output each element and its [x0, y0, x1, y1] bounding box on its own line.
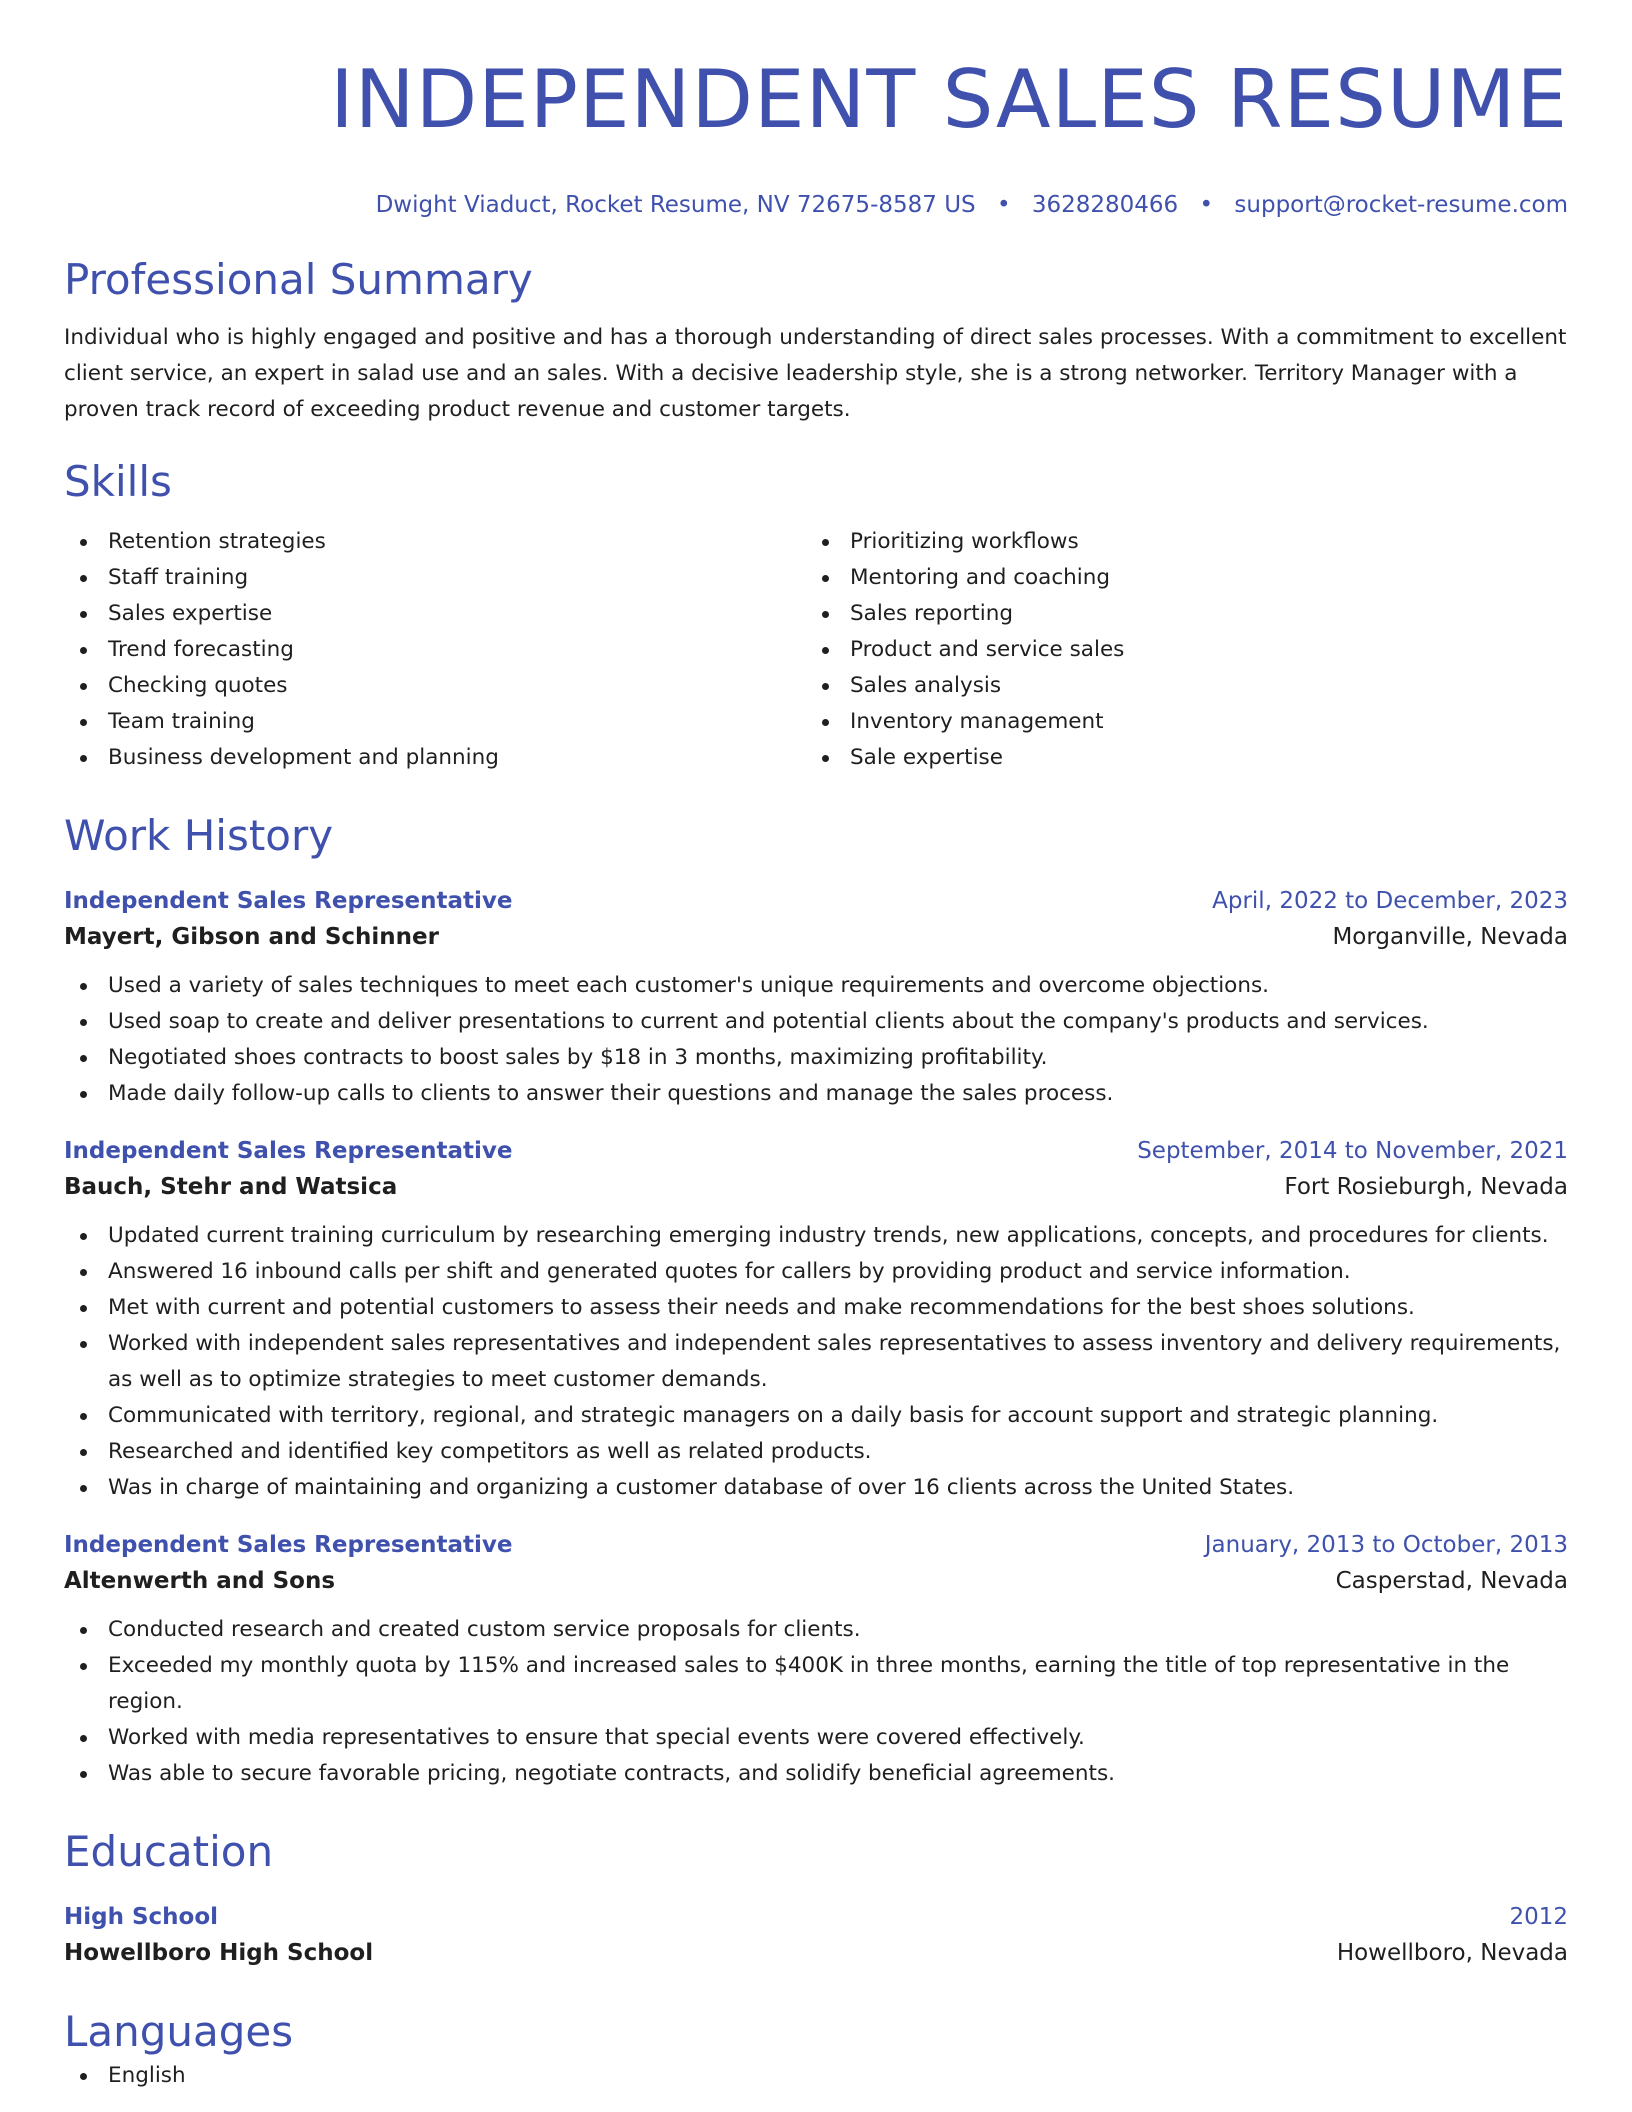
- skills-list-left: [64, 524, 806, 776]
- job-duty-item: Updated current training curriculum by researching emerging industry trends, new applications, concepts, and procedures for clients.: [64, 1218, 1568, 1254]
- job-duty-item: Exceeded my monthly quota by 115% and increased sales to $400K in three months, earning the title of top representative in the region.: [64, 1648, 1568, 1720]
- job-duty-item: Worked with independent sales representatives and independent sales representatives to assess inventory and delivery requirements, as well as to optimize strategies to meet customer demands.: [64, 1326, 1568, 1398]
- skills-list-right: [806, 524, 1548, 776]
- job-company-row: [64, 918, 1568, 956]
- job-location: Casperstad, Nevada: [1335, 1568, 1568, 1594]
- skill-item: Trend forecasting: [64, 632, 806, 668]
- job-duty-item: Was in charge of maintaining and organizing a customer database of over 16 clients across the United States.: [64, 1470, 1568, 1506]
- skill-item: Staff training: [64, 560, 806, 596]
- resume-header: [64, 0, 1568, 220]
- job-header-row: [64, 884, 1568, 918]
- education-year: 2012: [1509, 1904, 1568, 1930]
- languages-heading: Languages: [64, 2007, 294, 2056]
- job-company-row: [64, 1168, 1568, 1206]
- job-role: Independent Sales Representative: [64, 1138, 513, 1164]
- work-history-section: [64, 810, 1568, 1792]
- job-duty-item: Made daily follow-up calls to clients to answer their questions and manage the sales process.: [64, 1076, 1568, 1112]
- education-school: Howellboro High School: [64, 1940, 374, 1966]
- languages-list: [64, 2058, 1568, 2094]
- resume-title: INDEPENDENT SALES RESUME: [330, 53, 1568, 146]
- contact-phone: 3628280466: [1031, 192, 1179, 218]
- job-header-row: [64, 1528, 1568, 1562]
- skill-item: Retention strategies: [64, 524, 806, 560]
- skills-section: [64, 456, 1568, 776]
- skill-item: Prioritizing workflows: [806, 524, 1548, 560]
- job-dates: January, 2013 to October, 2013: [1204, 1532, 1568, 1558]
- job-duties-list: [64, 1218, 1568, 1506]
- job-duty-item: Worked with media representatives to ensure that special events were covered effectively.: [64, 1720, 1568, 1756]
- education-location: Howellboro, Nevada: [1336, 1940, 1568, 1966]
- skill-item: Sales reporting: [806, 596, 1548, 632]
- job-duty-item: Met with current and potential customers to assess their needs and make recommendations for the best shoes solutions.: [64, 1290, 1568, 1326]
- job-company: Bauch, Stehr and Watsica: [64, 1174, 398, 1200]
- job-duty-item: Communicated with territory, regional, and strategic managers on a daily basis for account support and strategic planning.: [64, 1398, 1568, 1434]
- job-header-row: [64, 1134, 1568, 1168]
- skills-grid: [64, 524, 1568, 776]
- job-duty-item: Used a variety of sales techniques to meet each customer's unique requirements and overcome objections.: [64, 968, 1568, 1004]
- education-header-row: [64, 1900, 1568, 1934]
- job-entry: [64, 1528, 1568, 1792]
- job-company: Altenwerth and Sons: [64, 1568, 336, 1594]
- skill-item: Inventory management: [806, 704, 1548, 740]
- job-dates: September, 2014 to November, 2021: [1137, 1138, 1568, 1164]
- languages-section: [64, 2006, 1568, 2094]
- skill-item: Product and service sales: [806, 632, 1548, 668]
- job-duty-item: Researched and identified key competitors as well as related products.: [64, 1434, 1568, 1470]
- job-location: Morganville, Nevada: [1332, 924, 1568, 950]
- education-entry: [64, 1900, 1568, 1972]
- job-duty-item: Answered 16 inbound calls per shift and generated quotes for callers by providing product and service information.: [64, 1254, 1568, 1290]
- skill-item: Team training: [64, 704, 806, 740]
- skills-column-left: [64, 524, 806, 776]
- contact-separator: •: [1199, 192, 1214, 218]
- summary-section: [64, 254, 1568, 428]
- job-role: Independent Sales Representative: [64, 888, 513, 914]
- skill-item: Checking quotes: [64, 668, 806, 704]
- job-dates: April, 2022 to December, 2023: [1212, 888, 1568, 914]
- job-duties-list: [64, 968, 1568, 1112]
- job-role: Independent Sales Representative: [64, 1532, 513, 1558]
- job-location: Fort Rosieburgh, Nevada: [1284, 1174, 1568, 1200]
- skill-item: Sale expertise: [806, 740, 1548, 776]
- skill-item: Mentoring and coaching: [806, 560, 1548, 596]
- education-school-row: [64, 1934, 1568, 1972]
- education-section: [64, 1826, 1568, 1972]
- skills-column-right: [806, 524, 1548, 776]
- job-duty-item: Conducted research and created custom service proposals for clients.: [64, 1612, 1568, 1648]
- skill-item: Business development and planning: [64, 740, 806, 776]
- contact-email: support@rocket-resume.com: [1234, 192, 1568, 218]
- contact-line: [64, 190, 1568, 220]
- education-heading: Education: [64, 1827, 274, 1876]
- summary-text: Individual who is highly engaged and positive and has a thorough understanding of direct sales processes. With a commitment to excellent client service, an expert in salad use and an sales. With a decisive leadership style, she is a strong networker. Territory Manager with a proven track record of exceeding product revenue and customer targets.: [64, 325, 1567, 422]
- job-company-row: [64, 1562, 1568, 1600]
- contact-separator: •: [996, 192, 1011, 218]
- language-item: English: [64, 2058, 1568, 2094]
- job-company: Mayert, Gibson and Schinner: [64, 924, 439, 950]
- job-entry: [64, 1134, 1568, 1506]
- job-entry: [64, 884, 1568, 1112]
- skill-item: Sales expertise: [64, 596, 806, 632]
- job-duty-item: Negotiated shoes contracts to boost sales by $18 in 3 months, maximizing profitability.: [64, 1040, 1568, 1076]
- job-duty-item: Used soap to create and deliver presentations to current and potential clients about the company's products and services.: [64, 1004, 1568, 1040]
- job-duties-list: [64, 1612, 1568, 1792]
- summary-heading: Professional Summary: [64, 255, 533, 304]
- job-duty-item: Was able to secure favorable pricing, negotiate contracts, and solidify beneficial agreements.: [64, 1756, 1568, 1792]
- contact-address: Dwight Viaduct, Rocket Resume, NV 72675-8587 US: [375, 192, 976, 218]
- skills-heading: Skills: [64, 457, 172, 506]
- work-history-heading: Work History: [64, 811, 334, 860]
- skill-item: Sales analysis: [806, 668, 1548, 704]
- education-degree: High School: [64, 1904, 219, 1930]
